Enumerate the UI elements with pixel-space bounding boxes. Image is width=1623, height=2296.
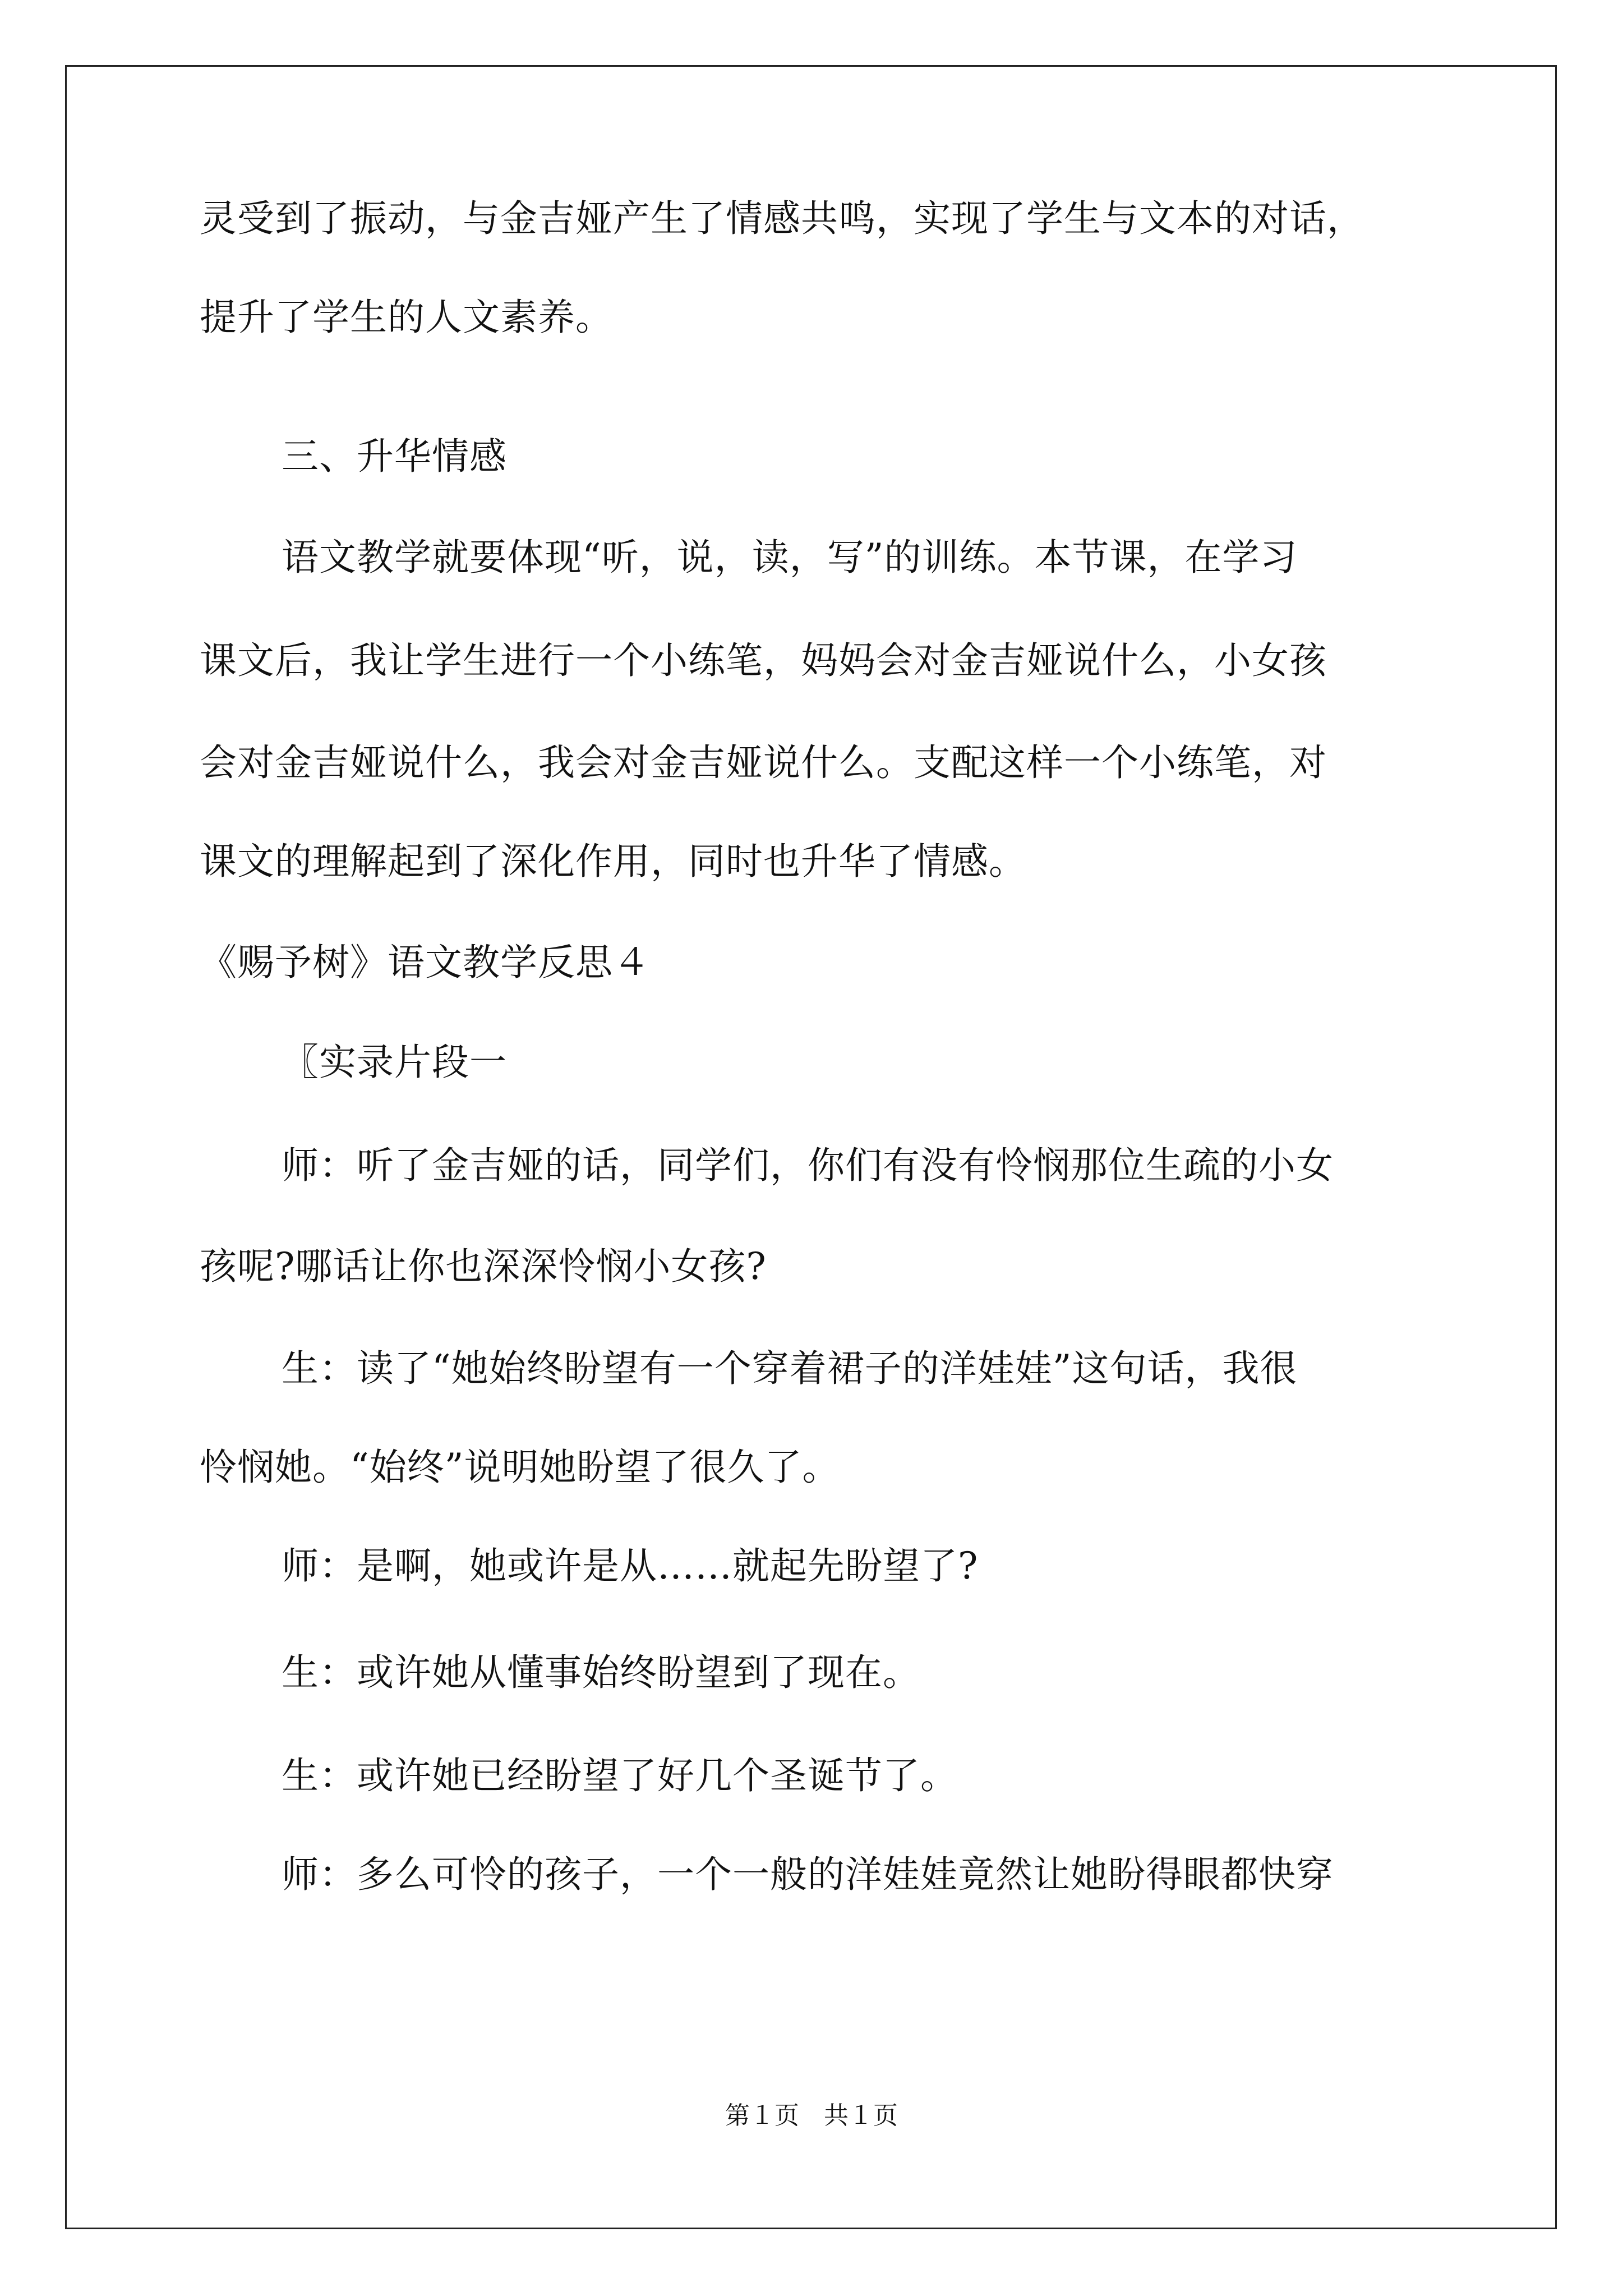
dialogue-line: 生：或许她已经盼望了好几个圣诞节了。 (282, 1754, 958, 1797)
dialogue-line: 师：多么可怜的孩子，一个一般的洋娃娃竟然让她盼得眼都快穿 (282, 1853, 1334, 1896)
section-heading: 三、升华情感 (282, 435, 507, 478)
dialogue-line: 师：是啊，她或许是从……就起先盼望了? (282, 1544, 979, 1588)
article-title: 《赐予树》语文教学反思４ (200, 941, 651, 984)
text-line: 会对金吉娅说什么，我会对金吉娅说什么。支配这样一个小练笔，对 (200, 741, 1327, 784)
text-line: 课文后，我让学生进行一个小练笔，妈妈会对金吉娅说什么，小女孩 (200, 639, 1327, 682)
text-line: 灵受到了振动，与金吉娅产生了情感共鸣，实现了学生与文本的对话， (200, 197, 1364, 240)
dialogue-line: 生：读了“她始终盼望有一个穿着裙子的洋娃娃”这句话，我很 (282, 1347, 1298, 1390)
subsection-heading: 〖实录片段一 (282, 1041, 507, 1084)
text-line: 课文的理解起到了深化作用，同时也升华了情感。 (200, 840, 1026, 883)
dialogue-line: 孩呢?哪话让你也深深怜悯小女孩? (200, 1245, 767, 1288)
dialogue-line: 师：听了金吉娅的话，同学们，你们有没有怜悯那位生疏的小女 (282, 1144, 1334, 1187)
dialogue-line: 怜悯她。“始终”说明她盼望了很久了。 (200, 1446, 840, 1489)
page-footer: 第１页 共１页 (725, 2101, 898, 2130)
text-line: 提升了学生的人文素养。 (200, 296, 613, 339)
text-line: 语文教学就要体现“听，说，读，写”的训练。本节课，在学习 (282, 536, 1298, 579)
dialogue-line: 生：或许她从懂事始终盼望到了现在。 (282, 1651, 920, 1694)
